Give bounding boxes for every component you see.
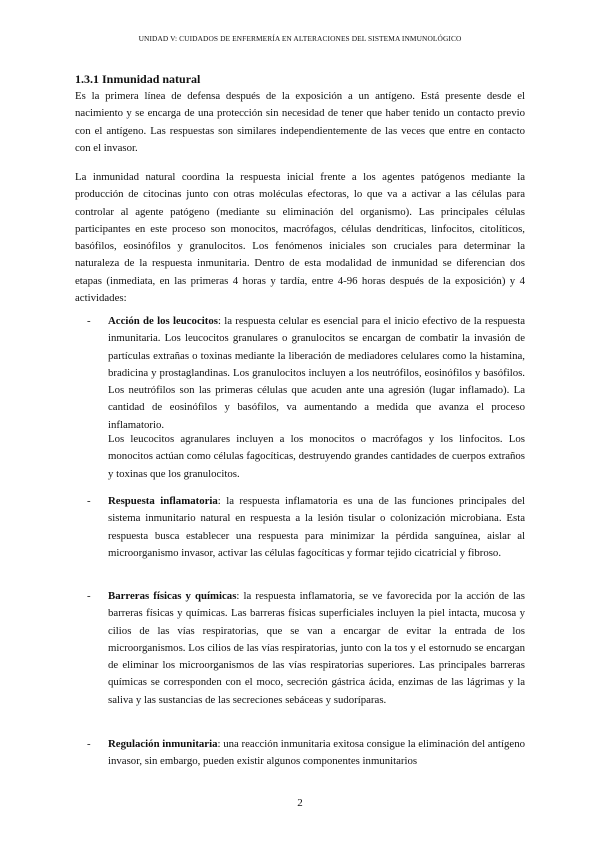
- list-item-body: : la respuesta inflamatoria, se ve favorecida por la acción de las barreras físicas y químicas. Las barreras físicas superficiales incluyen la piel intacta, mucosa y cilios de las vías respiratorias, que se van a encargar de evitar la entrada de los microorganismos. Los cilios de las vías respiratorias, junto con la tos y el estornudo se encargan de eliminar los microorganismos de las vías respiratorias superiores. Las principales barreras químicas se corresponden con el moco, secreción gástrica ácida, enzimas de las lágrimas y la saliva y las sustancias de las secreciones sebáceas y sudoríparas.: [108, 590, 525, 706]
- page-number: 2: [297, 797, 303, 809]
- intro-paragraph: Es la primera línea de defensa después de la exposición a un antígeno. Está presente desde el nacimiento y se encarga de una protección sin necesidad de tener que haber tenido un contacto previo con el antígeno. Las respuestas son similares independientemente de las veces que entre en contacto con el invasor.: [75, 90, 525, 154]
- section-number: 1.3.1: [75, 72, 99, 86]
- list-item-term: Respuesta inflamatoria: [108, 495, 218, 507]
- bullet-marker: -: [87, 590, 91, 602]
- list-item-extra-paragraph: Los leucocitos agranulares incluyen a los monocitos o macrófagos y los linfocitos. Los monocitos actúan como células fagocíticas, destruyendo grandes cantidades de cuerpos extraños y toxinas que los granulocitos.: [108, 433, 525, 480]
- body-paragraph: La inmunidad natural coordina la respuesta inicial frente a los agentes patógenos mediante la producción de citocinas junto con otras moléculas efectoras, lo que va a activar a las células para controlar al agente patógeno (mediante su eliminación del organismo). Las principales células participantes en este proceso son monocitos, macrófagos, células dendríticas, linfocitos, citolíticos, basófilos, eosinófilos y granulocitos. Los fenómenos iniciales son cruciales para determinar la naturaleza de la respuesta inmunitaria. Dentro de esta modalidad de inmunidad se diferencian dos etapas (inmediata, en las primeras 4 horas y tardía, entre 4-96 horas después de la exposición) y 4 actividades:: [75, 171, 525, 305]
- list-item-body: : la respuesta celular es esencial para el inicio efectivo de la respuesta inmunitaria. Los leucocitos granulares o granulocitos se encargan de combatir la invasión de partículas extrañas o toxinas mediante la liberación de mediadores celulares como la histamina, bradicina y prostaglandinas. Los granulocitos incluyen a los neutrófilos, eosinófilos y basófilos. Los neutrófilos son las primeras células que acuden ante una agresión (lugar inflamado). La cantidad de eosinófilos y basófilos, va aumentando a medida que avanza el proceso inflamatorio.: [108, 315, 525, 431]
- list-item-body: : la respuesta inflamatoria es una de las funciones principales del sistema inmunitario natural en respuesta a la lesión tisular o colonización microbiana. Esta respuesta busca establecer una respuesta para minimizar la pérdida sanguínea, aislar al microorganismo invasor, activar las células fagocíticas y formar tejido cicatricial y fibroso.: [108, 495, 525, 559]
- list-item-text: [108, 588, 525, 709]
- section-heading: [75, 72, 200, 87]
- list-item-text: [108, 493, 525, 562]
- list-item-term: Acción de los leucocitos: [108, 315, 218, 327]
- list-item-text: [108, 313, 525, 434]
- bullet-marker: -: [87, 738, 91, 750]
- list-item-term: Barreras físicas y químicas: [108, 590, 237, 602]
- running-header: UNIDAD V: CUIDADOS DE ENFERMERÍA EN ALTERACIONES DEL SISTEMA INMUNOLÓGICO: [138, 34, 462, 43]
- bullet-marker: -: [87, 495, 91, 507]
- list-item-term: Regulación inmunitaria: [108, 738, 218, 750]
- section-title: Inmunidad natural: [102, 72, 201, 86]
- list-item-body: : una reacción inmunitaria exitosa consigue la eliminación del antígeno invasor, sin embargo, pueden existir algunos componentes inmunitarios: [108, 738, 525, 768]
- bullet-marker: -: [87, 315, 91, 327]
- list-item-text: [108, 736, 525, 771]
